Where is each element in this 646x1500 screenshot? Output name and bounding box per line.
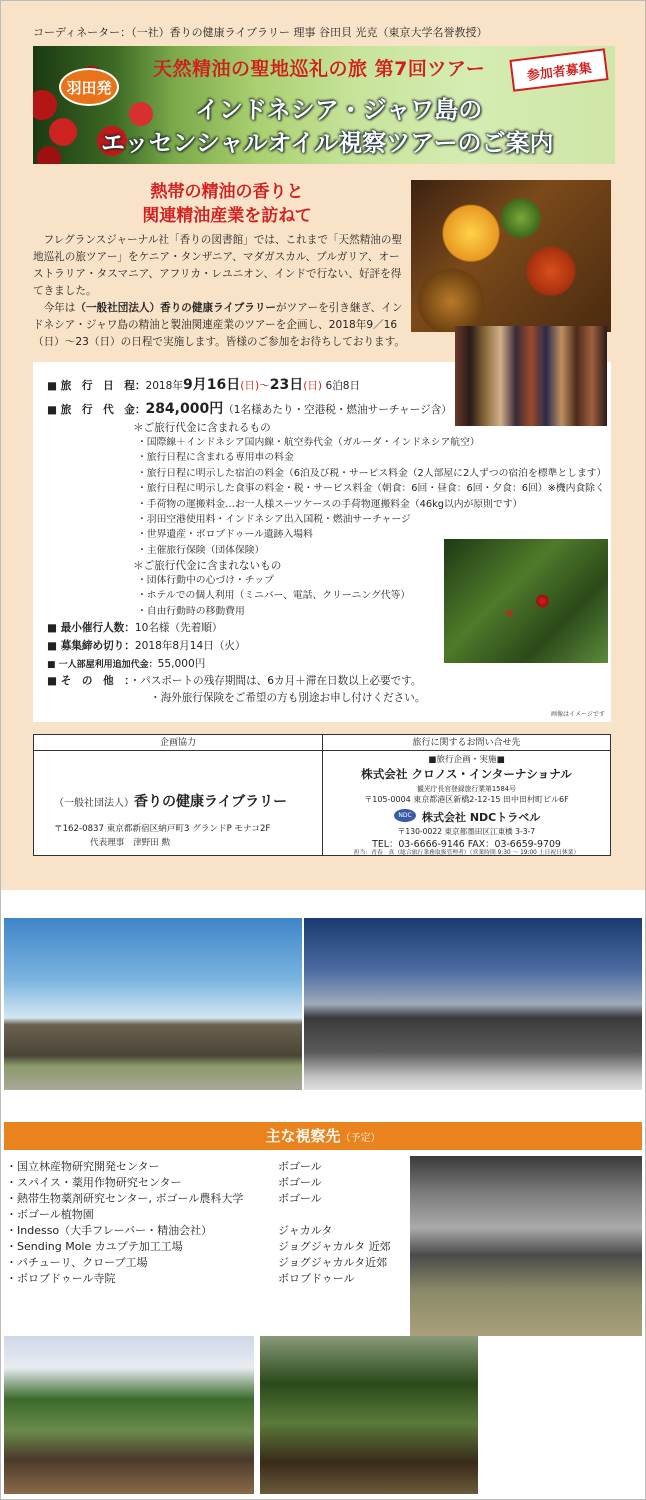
recruiting-badge: 参加者募集 bbox=[509, 48, 608, 91]
agent-name: 株式会社 クロノス・インターナショナル bbox=[361, 767, 572, 781]
schedule-label: ■ 旅 行 日 程： bbox=[47, 380, 146, 392]
schedule-start: 9月16日 bbox=[183, 377, 241, 393]
org-address: 〒162-0837 東京都新宿区納戸町3 グランドP モナコ2F bbox=[54, 824, 271, 834]
price-amount: 284,000円 bbox=[145, 401, 224, 417]
org-name: 香りの健康ライブラリー bbox=[134, 794, 288, 810]
ndc-tel-fax: TEL：03-6666-9146 FAX：03-6659-9709 bbox=[372, 839, 561, 850]
headline-line2: 関連精油産業を訪ねて bbox=[142, 206, 312, 226]
intro-text-span: がツアーを引き継ぎ、インドネシア・ジャワ島の精油と製油関連産業のツアーを企画し、2018年9／16（日）～23（日）の日程で実施します。皆様のご参加をお待ちしております。 bbox=[33, 302, 405, 348]
site-name: ・国立林産物研究開発センター bbox=[6, 1160, 160, 1173]
price-note: （1名様あたり・空港税・燃油サーチャージ含） bbox=[223, 404, 452, 416]
excluded-header: ＊ご旅行代金に含まれないもの bbox=[133, 560, 282, 572]
site-location: ボゴール bbox=[278, 1192, 322, 1205]
banner-subtitle: 天然精油の聖地巡礼の旅 第7回ツアー bbox=[153, 58, 486, 80]
org-prefix: （一般社団法人） bbox=[54, 798, 134, 809]
min-people-label: ■ 最小催行人数： bbox=[47, 622, 135, 634]
included-item: ・手荷物の運搬料金…お一人様スーツケースの手荷物運搬料金（46kg以内が原則です） bbox=[137, 498, 523, 510]
included-item: ・旅行日程に明示した食事の料金・税・サービス料金（朝食：6回・昼食：6回・夕食：6回）※機内食除く bbox=[137, 483, 605, 495]
agent-header: ■旅行企画・実施■ bbox=[428, 755, 505, 765]
site-name: ・熱帯生物薬剤研究センター, ボゴール農科大学 bbox=[6, 1192, 244, 1205]
contact-left-header: 企画協力 bbox=[34, 735, 322, 751]
ndc-name: 株式会社 NDCトラベル bbox=[422, 811, 541, 824]
schedule-nights: 6泊8日 bbox=[325, 380, 361, 392]
included-item: ・旅行日程に明示した宿泊の料金（6泊及び税・サービス料金（2人部屋に2人ずつの宿泊を標準とします） bbox=[137, 467, 607, 479]
included-item: ・旅行日程に含まれる専用車の料金 bbox=[137, 452, 294, 464]
site-location: ジョグジャカルタ近郊 bbox=[278, 1256, 388, 1269]
schedule-end: 23日 bbox=[269, 377, 304, 393]
agent-registration: 観光庁長官登録旅行業第1584号 bbox=[417, 785, 516, 793]
excluded-item: ・団体行動中の心づけ・チップ bbox=[137, 575, 274, 586]
ndc-address: 〒130-0022 東京都墨田区江東橋 3-3-7 bbox=[397, 827, 536, 836]
schedule-year: 2018年 bbox=[145, 380, 184, 392]
coordinator-line: コーディネーター：（一社）香りの健康ライブラリー 理事 谷田貝 光克（東京大学名誉教授） bbox=[33, 26, 488, 39]
included-item: ・主催旅行保険（団体保険） bbox=[137, 544, 265, 556]
site-location: ボゴール bbox=[278, 1176, 322, 1189]
site-name: ・Indesso（大手フレーバー・精油会社） bbox=[6, 1224, 213, 1237]
single-room-label: ■ 一人部屋利用追加代金： bbox=[47, 660, 158, 670]
ndc-staff: 担当：青春 真（総合旅行業務取扱管理者）（営業時間 9:30 ～ 19:00 土日祝日休業） bbox=[353, 850, 580, 856]
ndc-logo-icon: NDC bbox=[394, 809, 416, 822]
banner-title-line2: エッセンシャルオイル視察ツアーのご案内 bbox=[101, 129, 554, 157]
headline-line1: 熱帯の精油の香りと bbox=[150, 182, 304, 202]
site-location: ボゴール bbox=[278, 1160, 322, 1173]
site-location: ジャカルタ bbox=[278, 1224, 333, 1237]
price-label: ■ 旅 行 代 金： bbox=[47, 404, 146, 416]
other-line1: ・パスポートの残存期間は、6カ月＋滞在日数以上必要です。 bbox=[129, 675, 422, 687]
site-name: ・パチューリ、クローブ工場 bbox=[6, 1256, 148, 1269]
image-note: 画像はイメージです bbox=[551, 711, 605, 718]
intro-paragraph-1: フレグランスジャーナル社「香りの図書館」では、これまで「天然精油の聖地巡礼の旅ツアー」をケニア・タンザニア、マダガスカル、ブルガリア、オーストラリア・タスマニア、アフリカ・レユニオン、インドで行ない、好評を得てきました。 bbox=[33, 234, 403, 297]
excluded-item: ・自由行動時の移動費用 bbox=[137, 605, 245, 617]
sites-title-note: （予定） bbox=[340, 1133, 381, 1144]
single-room-value: 55,000円 bbox=[157, 658, 206, 670]
site-name: ・ボゴール植物園 bbox=[6, 1208, 94, 1221]
deadline-label: ■ 募集締め切り： bbox=[47, 640, 135, 652]
min-people-value: 10名様（先着順） bbox=[134, 622, 223, 634]
site-location: ジョグジャカルタ 近郊 bbox=[278, 1240, 391, 1253]
other-label: ■ そ の 他 ： bbox=[47, 675, 130, 687]
schedule-start-day: (日) bbox=[240, 380, 260, 392]
schedule-tilde: ～ bbox=[259, 380, 270, 392]
excluded-item: ・ホテルでの個人利用（ミニバー、電話、クリーニング代等） bbox=[137, 590, 411, 602]
intro-org-name: （一般社団法人）香りの健康ライブラリー bbox=[75, 302, 277, 314]
other-line2: ・海外旅行保険をご希望の方も別途お申し付けください。 bbox=[150, 692, 426, 704]
intro-text-span: 今年は bbox=[43, 302, 76, 314]
agent-address: 〒105-0004 東京都港区新橋2-12-15 田中田村町ビル6F bbox=[364, 795, 569, 804]
included-item: ・世界遺産・ボロブドゥール遺跡入場料 bbox=[137, 529, 313, 541]
site-name: ・ボロブドゥール寺院 bbox=[6, 1272, 116, 1285]
schedule-end-day: (日) bbox=[303, 380, 323, 392]
contact-right-header: 旅行に関するお問い合せ先 bbox=[323, 735, 610, 751]
deadline-value: 2018年8月14日（火） bbox=[134, 640, 246, 652]
site-location: ボロブドゥール bbox=[278, 1272, 355, 1285]
site-name: ・スパイス・薬用作物研究センター bbox=[6, 1176, 182, 1189]
site-name: ・Sending Mole カユプテ加工工場 bbox=[6, 1240, 183, 1253]
included-header: ＊ご旅行代金に含まれるもの bbox=[133, 422, 271, 434]
sites-title-text: 主な視察先 bbox=[265, 1127, 341, 1145]
banner-title-line1: インドネシア・ジャワ島の bbox=[195, 96, 483, 124]
org-representative: 代表理事 津野田 勲 bbox=[90, 838, 171, 848]
included-item: ・羽田空港使用料・インドネシア出入国税・燃油サーチャージ bbox=[137, 514, 411, 526]
haneda-departure-badge: 羽田発 bbox=[59, 68, 119, 106]
included-item: ・国際線＋インドネシア国内線・航空券代金（ガルーダ・インドネシア航空） bbox=[137, 437, 480, 448]
